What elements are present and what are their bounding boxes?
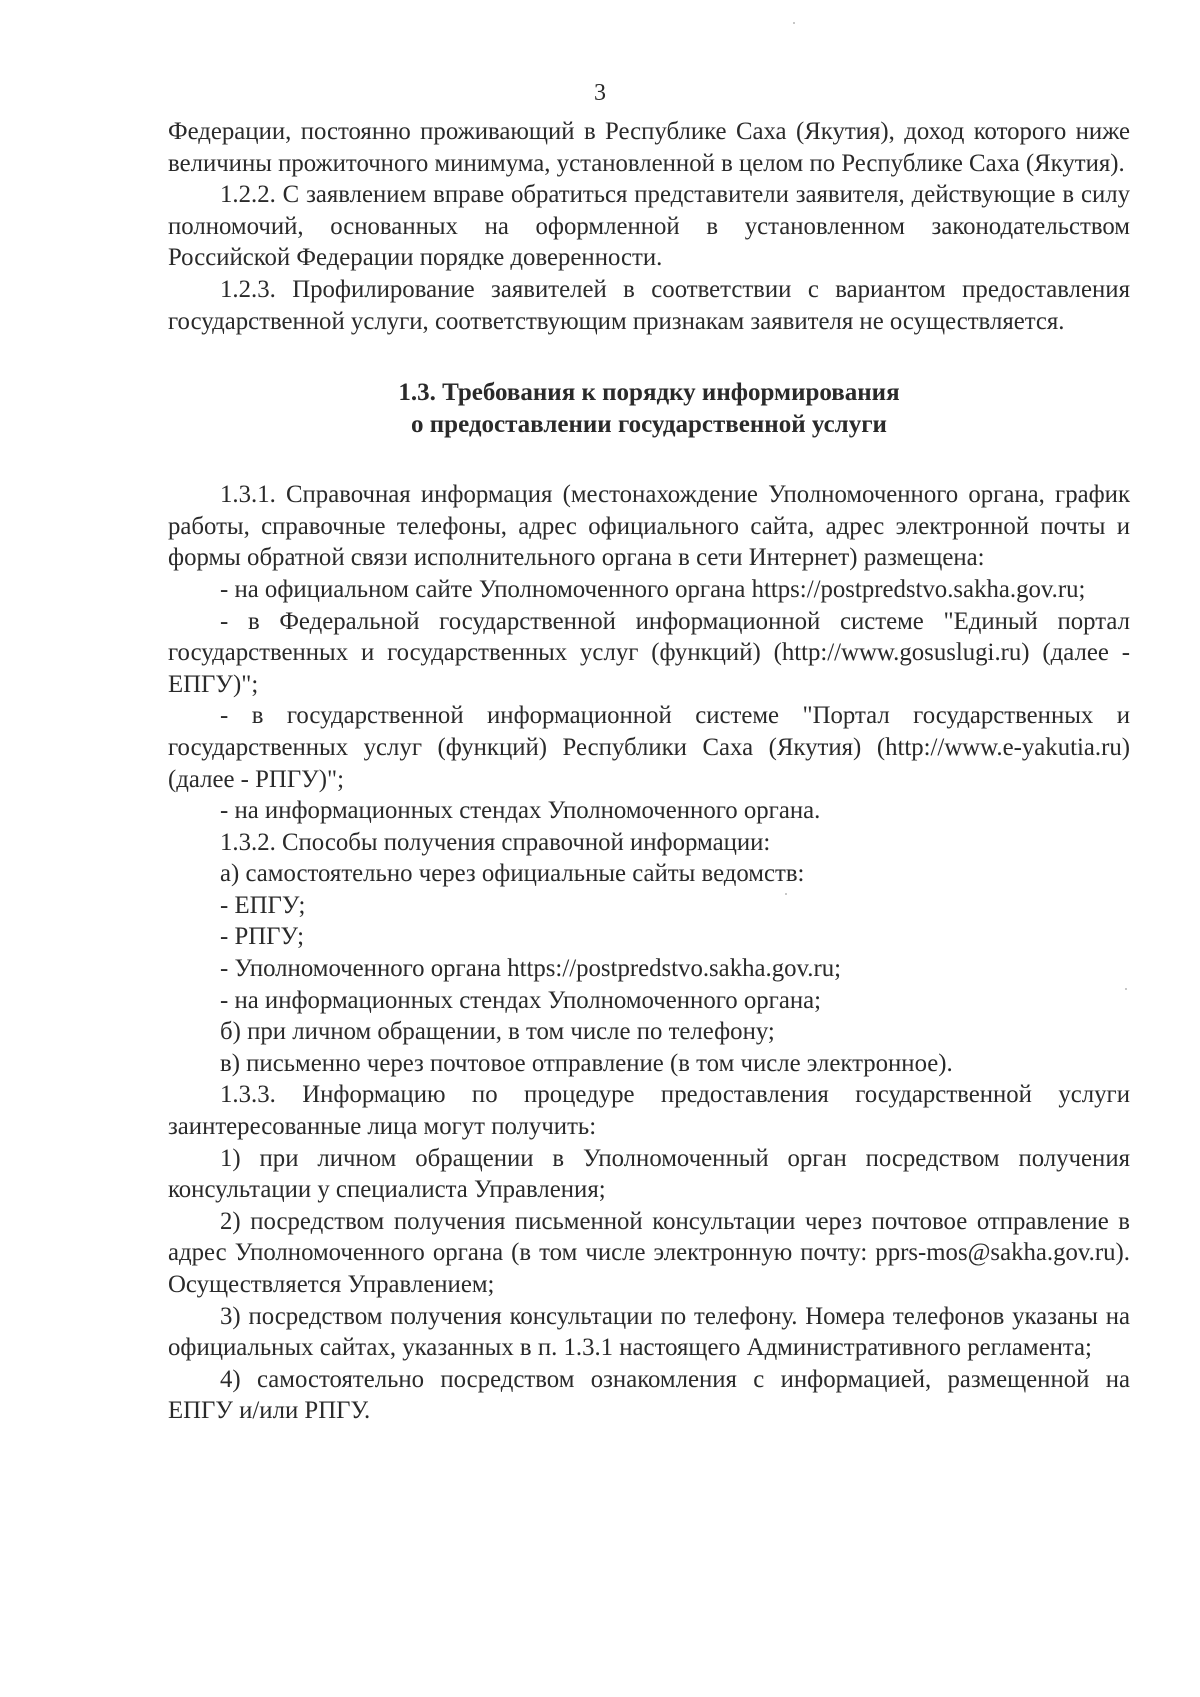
list-item-b: б) при личном обращении, в том числе по телефону; — [220, 1018, 775, 1046]
paragraph-1-2-2: 1.2.2. С заявлением вправе обратиться представители заявителя, действующие в силу полномочий, основанных на оформленной в установленном законодательством Российской Федерации порядке доверенности. — [168, 181, 1130, 272]
paragraph-1-3-1: 1.3.1. Справочная информация (местонахождение Уполномоченного органа, график работы, справочные телефоны, адрес официального сайта, адрес электронной почты и формы обратной связи исполнительного органа в сети Интернет) размещена: — [168, 481, 1130, 572]
list-item-1: 1) при личном обращении в Уполномоченный орган посредством получения консультации у специалиста Управления; — [168, 1144, 1130, 1204]
list-item-authority-site: - Уполномоченного органа https://postpredstvo.sakha.gov.ru; — [220, 955, 842, 983]
section-heading — [168, 377, 1130, 441]
list-item-info-stands: - на информационных стендах Уполномоченного органа. — [220, 797, 821, 825]
list-item-a: а) самостоятельно через официальные сайты ведомств: — [220, 860, 805, 888]
list-item-3: 3) посредством получения консультации по телефону. Номера телефонов указаны на официальных сайтах, указанных в п. 1.3.1 настоящего Административного регламента; — [168, 1302, 1130, 1362]
section-heading-line-1: 1.3. Требования к порядку информирования — [398, 379, 900, 407]
list-item-2: 2) посредством получения письменной консультации через почтовое отправление в адрес Уполномоченного органа (в том числе электронную почту: pprs-mos@sakha.gov.ru). Осуществляется Управлением; — [168, 1207, 1130, 1298]
document-body — [168, 116, 1130, 1427]
list-item-epgu: - в Федеральной государственной информационной системе "Единый портал государственных и государственных услуг (функций) (http://www.gosuslugi.ru) (далее - ЕПГУ)"; — [168, 607, 1130, 698]
list-item-official-site: - на официальном сайте Уполномоченного органа https://postpredstvo.sakha.gov.ru; — [220, 575, 1086, 603]
paragraph-1-3-3: 1.3.3. Информацию по процедуре предоставления государственной услуги заинтересованные лица могут получить: — [168, 1081, 1130, 1141]
scan-speck — [793, 22, 795, 24]
page-number: 3 — [594, 80, 606, 106]
list-item-4: 4) самостоятельно посредством ознакомления с информацией, размещенной на ЕПГУ и/или РПГУ. — [168, 1365, 1130, 1425]
paragraph-continuation: Федерации, постоянно проживающий в Республике Саха (Якутия), доход которого ниже величины прожиточного минимума, установленной в целом по Республике Саха (Якутия). — [168, 118, 1130, 177]
scan-speck — [1125, 988, 1127, 990]
paragraph-1-3-2: 1.3.2. Способы получения справочной информации: — [220, 828, 771, 856]
list-item-v: в) письменно через почтовое отправление (в том числе электронное). — [220, 1049, 953, 1077]
paragraph-1-2-3: 1.2.3. Профилирование заявителей в соответствии с вариантом предоставления государственной услуги, соответствующим признакам заявителя не осуществляется. — [168, 275, 1130, 335]
scan-speck — [785, 893, 787, 895]
list-item-stands: - на информационных стендах Уполномоченного органа; — [220, 986, 822, 1014]
list-item-rpgu: - в государственной информационной системе "Портал государственных и государственных услуг (функций) Республики Саха (Якутия) (http://www.e-yakutia.ru) (далее - РПГУ)"; — [168, 702, 1130, 793]
list-item-epgu-short: - ЕПГУ; — [220, 891, 306, 919]
section-heading-line-2: о предоставлении государственной услуги — [411, 411, 887, 439]
list-item-rpgu-short: - РПГУ; — [220, 923, 304, 951]
